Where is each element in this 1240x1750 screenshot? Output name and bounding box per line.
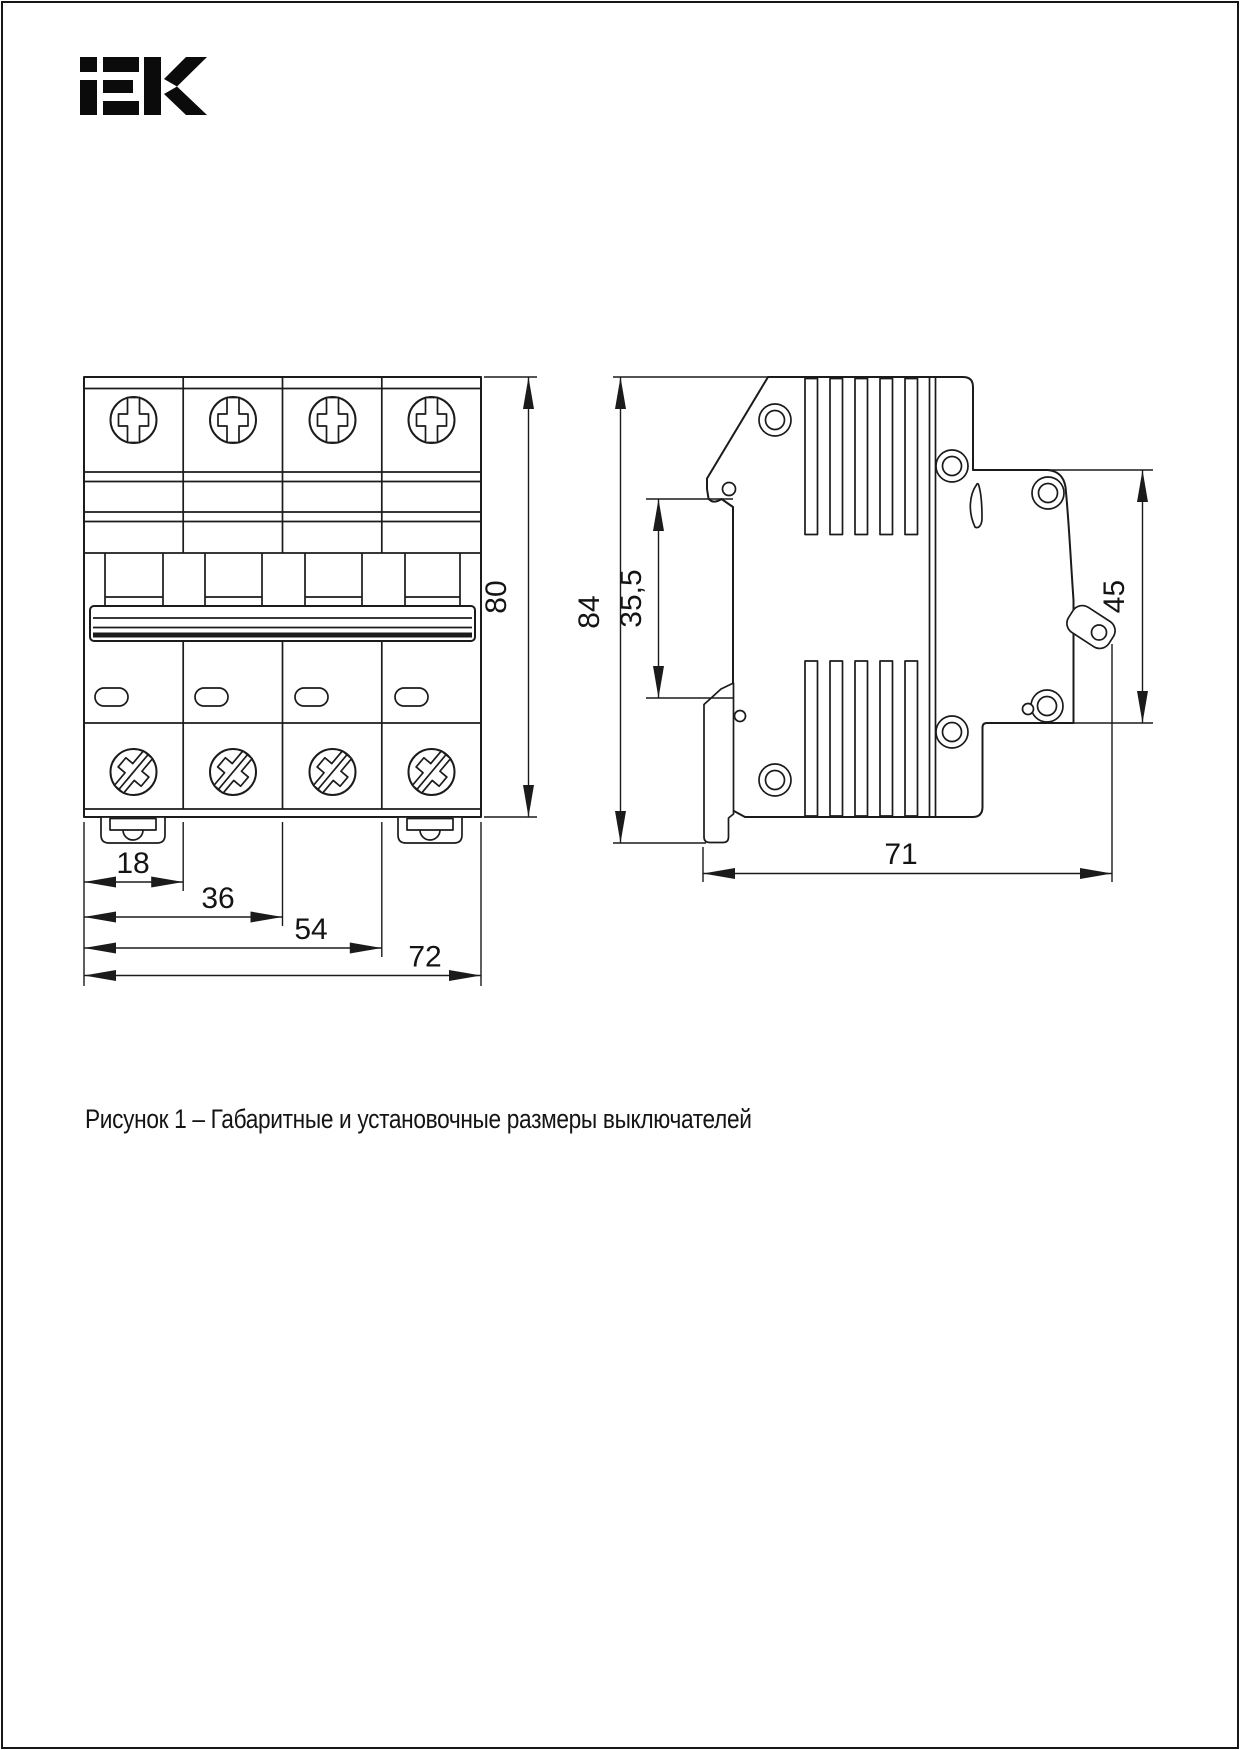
dim-54-label: 54 [294,913,328,946]
dim-45-label: 45 [1098,579,1131,614]
dim-72 [84,941,481,982]
dim-54 [84,913,382,954]
side-view [704,377,1119,843]
dim-36-label: 36 [201,882,235,915]
dim-72-label: 72 [408,940,442,974]
dim-80 [480,377,537,817]
figure-caption: Рисунок 1 – Габаритные и установочные размеры выключателей [85,1104,752,1134]
dim-35-5 [615,499,733,698]
side-din-clip [704,683,734,843]
dim-80-label: 80 [480,580,513,614]
dim-18 [84,847,183,888]
dim-71-label: 71 [884,838,918,871]
front-view [84,377,481,843]
toggle-bar [90,606,475,641]
front-din-clips [101,817,462,843]
dim-35-5-label: 35,5 [615,569,648,628]
dim-84-label: 84 [573,595,606,629]
dim-18-label: 18 [116,847,150,880]
iek-logo [80,57,207,115]
